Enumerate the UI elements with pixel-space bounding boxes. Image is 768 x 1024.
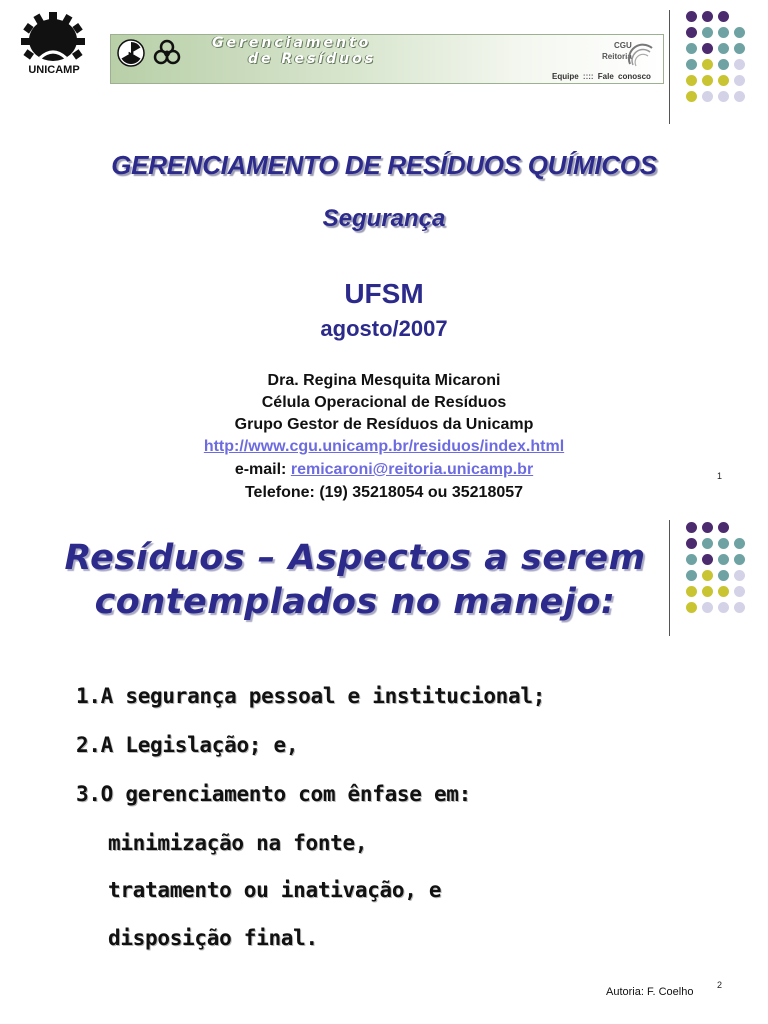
dot xyxy=(734,602,745,613)
banner-links xyxy=(552,72,651,81)
dot xyxy=(718,602,729,613)
dot xyxy=(702,586,713,597)
cgu-label-line2: Reitoria xyxy=(602,52,632,61)
dot xyxy=(718,570,729,581)
dot xyxy=(686,43,697,54)
dot xyxy=(686,27,697,38)
website-row xyxy=(0,436,768,457)
author-unit: Célula Operacional de Resíduos xyxy=(261,394,507,411)
dot xyxy=(686,602,697,613)
equipe-link[interactable]: Equipe xyxy=(552,72,579,81)
dot xyxy=(734,586,745,597)
radioactive-icon xyxy=(116,38,146,68)
dot xyxy=(686,570,697,581)
institution-name: UFSM xyxy=(344,278,424,309)
dot xyxy=(702,570,713,581)
dot xyxy=(718,91,729,102)
banner-title-line1: Gerenciamento xyxy=(212,35,372,51)
email-row xyxy=(0,459,768,480)
dot xyxy=(734,75,745,86)
slide1-subtitle: Segurança xyxy=(322,205,446,232)
page-number: 1 xyxy=(717,471,723,481)
dot xyxy=(718,522,729,533)
sub-list-item: disposição final. xyxy=(108,926,318,950)
slide2-title-line1: Resíduos – Aspectos a serem xyxy=(64,538,646,578)
email-label: e-mail: xyxy=(234,461,287,478)
dot xyxy=(734,43,745,54)
dot xyxy=(734,91,745,102)
banner-title-line2: de Resíduos xyxy=(248,51,377,67)
link-separator: :::: xyxy=(582,72,594,81)
presentation-date: agosto/2007 xyxy=(320,316,448,341)
dot xyxy=(702,75,713,86)
dot xyxy=(734,27,745,38)
biohazard-icon xyxy=(152,38,182,68)
dot xyxy=(734,570,745,581)
slide2-title-line2: contemplados no manejo: xyxy=(94,582,616,622)
dot xyxy=(718,538,729,549)
dot xyxy=(702,91,713,102)
dot xyxy=(702,11,713,22)
dot xyxy=(702,27,713,38)
author-group: Grupo Gestor de Resíduos da Unicamp xyxy=(234,416,534,433)
list-item: 1.A segurança pessoal e institucional; xyxy=(76,684,546,708)
dot xyxy=(702,59,713,70)
email-link[interactable]: remicaroni@reitoria.unicamp.br xyxy=(290,461,534,478)
list-item: 2.A Legislação; e, xyxy=(76,733,299,757)
dot xyxy=(702,522,713,533)
dot xyxy=(734,59,745,70)
cgu-logo-icon xyxy=(624,38,658,72)
dot xyxy=(702,538,713,549)
fale-conosco-link[interactable]: Fale conosco xyxy=(597,72,651,81)
unicamp-logo-text: UNICAMP xyxy=(28,64,80,76)
dot xyxy=(686,75,697,86)
dot xyxy=(686,91,697,102)
dot xyxy=(686,59,697,70)
dot xyxy=(686,11,697,22)
author-name: Dra. Regina Mesquita Micaroni xyxy=(267,372,501,389)
dot xyxy=(686,522,697,533)
dot xyxy=(734,538,745,549)
slide1-title: GERENCIAMENTO DE RESÍDUOS QUÍMICOS xyxy=(111,150,657,180)
sub-list-item: minimização na fonte, xyxy=(108,831,368,855)
dot xyxy=(718,586,729,597)
website-link[interactable]: http://www.cgu.unicamp.br/residuos/index.html xyxy=(203,438,565,455)
dot xyxy=(718,43,729,54)
dot xyxy=(718,11,729,22)
slide-divider-line xyxy=(669,10,670,124)
dot xyxy=(718,27,729,38)
sub-list-item: tratamento ou inativação, e xyxy=(108,878,442,902)
list-item: 3.O gerenciamento com ênfase em: xyxy=(76,782,471,806)
dot xyxy=(702,554,713,565)
cgu-label-line1: CGU xyxy=(614,41,632,50)
dot xyxy=(718,75,729,86)
phone-text: Telefone: (19) 35218054 ou 35218057 xyxy=(244,484,524,501)
dot xyxy=(686,538,697,549)
dot xyxy=(702,43,713,54)
dot xyxy=(686,586,697,597)
dot xyxy=(734,554,745,565)
dot xyxy=(686,554,697,565)
slide-divider-line xyxy=(669,520,670,636)
page-number: 2 xyxy=(717,980,723,990)
dot xyxy=(718,554,729,565)
author-credit: Autoria: F. Coelho xyxy=(606,986,694,998)
dot xyxy=(718,59,729,70)
dot xyxy=(702,602,713,613)
